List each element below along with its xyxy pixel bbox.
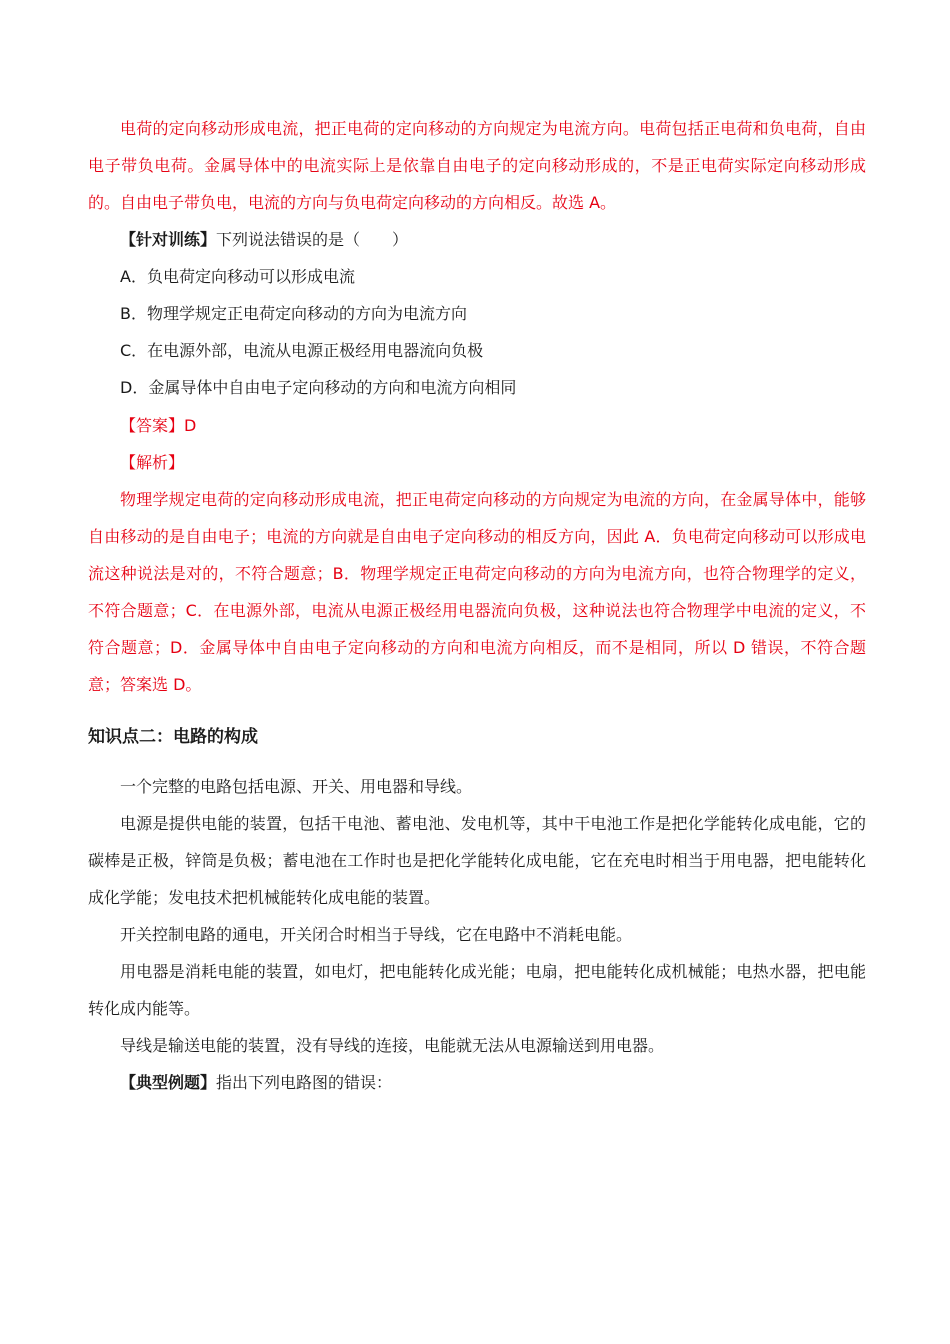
option-a: A．负电荷定向移动可以形成电流 [120, 267, 355, 286]
example-tag: 【典型例题】 [120, 1073, 217, 1092]
answer-line [88, 407, 866, 444]
section-paragraph-5: 导线是输送电能的装置，没有导线的连接，电能就无法从电源输送到用电器。 [120, 1036, 665, 1055]
section-title: 知识点二：电路的构成 [88, 727, 258, 747]
practice-question [88, 221, 866, 258]
section-paragraph-3: 开关控制电路的通电，开关闭合时相当于导线，它在电路中不消耗电能。 [120, 925, 633, 944]
practice-question-text: 下列说法错误的是（ ） [216, 230, 409, 249]
section-paragraph-1: 一个完整的电路包括电源、开关、用电器和导线。 [120, 777, 473, 796]
answer-label: 【答案】 [120, 416, 185, 435]
option-d: D．金属导体中自由电子定向移动的方向和电流方向相同 [120, 378, 517, 397]
analysis-text: 物理学规定电荷的定向移动形成电流，把正电荷定向移动的方向规定为电流的方向，在金属导体中，能够自由移动的是自由电子；电流的方向就是自由电子定向移动的相反方向，因此 A．负电荷定向移动可以形成电流这种说法是对的，不符合题意；B．物理学规定正电荷定向移动的方向为电流方向，也符合物理学的定义，不符合题意；C．在电源外部，电流从电源正极经用电器流向负极，这种说法也符合物理学中电流的定义，不符合题意；D．金属导体中自由电子定向移动的方向和电流方向相反，而不是相同，所以 D 错误，不符合题意；答案选 D。 [88, 490, 866, 694]
analysis-label: 【解析】 [120, 453, 185, 472]
answer-value: D [184, 416, 197, 435]
section-paragraph-4: 用电器是消耗电能的装置，如电灯，把电能转化成光能；电扇，把电能转化成机械能；电热水器，把电能转化成内能等。 [88, 962, 866, 1018]
intro-explanation: 电荷的定向移动形成电流，把正电荷的定向移动的方向规定为电流方向。电荷包括正电荷和负电荷，自由电子带负电荷。金属导体中的电流实际上是依靠自由电子的定向移动形成的，不是正电荷实际定向移动形成的。自由电子带负电，电流的方向与负电荷定向移动的方向相反。故选 A。 [88, 119, 866, 212]
example-text: 指出下列电路图的错误： [216, 1073, 393, 1092]
example-line [88, 1064, 866, 1101]
section-paragraph-2: 电源是提供电能的装置，包括干电池、蓄电池、发电机等，其中干电池工作是把化学能转化成电能，它的碳棒是正极，锌筒是负极；蓄电池在工作时也是把化学能转化成电能，它在充电时相当于用电器，把电能转化成化学能；发电技术把机械能转化成电能的装置。 [88, 814, 866, 907]
option-b: B．物理学规定正电荷定向移动的方向为电流方向 [120, 304, 467, 323]
option-c: C．在电源外部，电流从电源正极经用电器流向负极 [120, 341, 484, 360]
practice-tag: 【针对训练】 [120, 230, 217, 249]
